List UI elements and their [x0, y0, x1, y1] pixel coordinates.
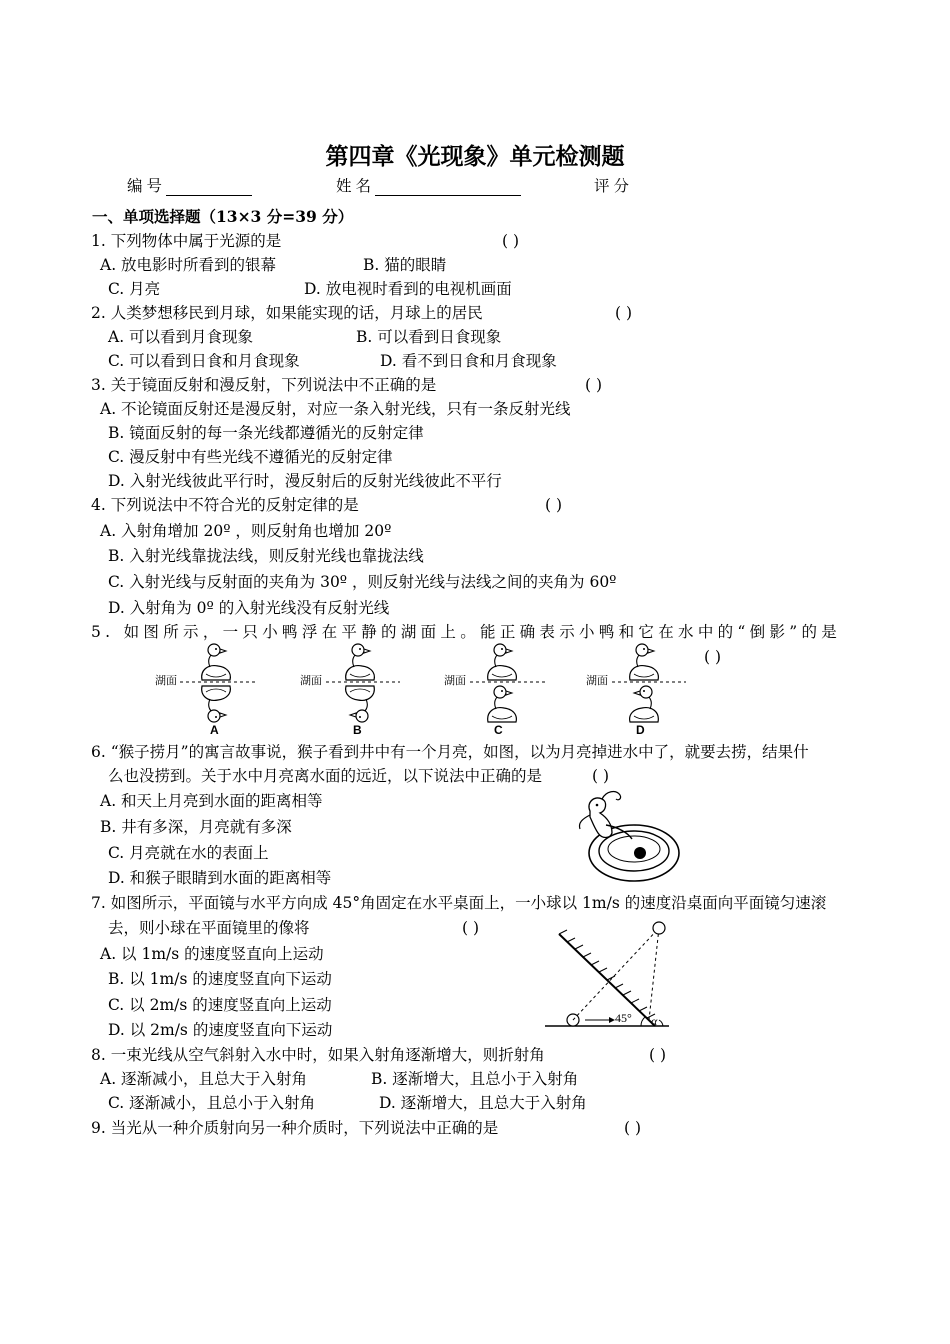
q8-option-c[interactable]: C. 逐渐减小，且总小于入射角	[108, 1094, 316, 1112]
duck-option-d[interactable]	[586, 644, 686, 737]
q6-stem-line1: 6. “猴子捞月”的寓言故事说，猴子看到井中有一个月亮，如图，以为月亮掉进水中了，就要去捞，结果什	[91, 743, 809, 761]
q1-answer-paren[interactable]: ( )	[502, 232, 520, 250]
q7-option-a[interactable]: A. 以 1m/s 的速度竖直向上运动	[100, 945, 324, 963]
name-label: 姓名	[336, 177, 376, 195]
q4-option-b[interactable]: B. 入射光线靠拢法线，则反射光线也靠拢法线	[108, 547, 424, 565]
q1-option-b[interactable]: B. 猫的眼睛	[363, 256, 447, 274]
lake-label-a: 湖面	[155, 675, 177, 687]
duck-caption-a: A	[210, 723, 219, 737]
q1-option-d[interactable]: D. 放电视时看到的电视机画面	[304, 280, 512, 298]
q8-stem: 8. 一束光线从空气斜射入水中时，如果入射角逐渐增大，则折射角	[91, 1046, 545, 1064]
q6-option-a[interactable]: A. 和天上月亮到水面的距离相等	[100, 792, 323, 810]
monkey-well-figure	[572, 787, 682, 885]
number-label: 编号	[127, 177, 167, 195]
angle-45-label: 45°	[615, 1011, 632, 1025]
q2-option-c[interactable]: C. 可以看到日食和月食现象	[108, 352, 300, 370]
q1-option-c[interactable]: C. 月亮	[108, 280, 161, 298]
q7-option-c[interactable]: C. 以 2m/s 的速度竖直向上运动	[108, 996, 332, 1014]
duck-figure-svg	[150, 640, 710, 740]
q4-option-d[interactable]: D. 入射角为 0º 的入射光线没有反射光线	[108, 599, 390, 617]
lake-label-d: 湖面	[586, 675, 608, 687]
q7-option-d[interactable]: D. 以 2m/s 的速度竖直向下运动	[108, 1021, 333, 1039]
q7-option-b[interactable]: B. 以 1m/s 的速度竖直向下运动	[108, 970, 332, 988]
monkey-well-svg	[572, 787, 682, 885]
q3-stem: 3. 关于镜面反射和漫反射，下列说法中不正确的是	[91, 376, 437, 394]
number-field	[127, 176, 252, 196]
q7-stem-line1: 7. 如图所示，平面镜与水平方向成 45°角固定在水平桌面上，一小球以 1m/s 的速度沿桌面向平面镜匀速滚	[91, 894, 827, 912]
mirror-figure	[545, 918, 675, 1030]
q7-answer-paren[interactable]: ( )	[462, 919, 480, 937]
q2-stem: 2. 人类梦想移民到月球，如果能实现的话，月球上的居民	[91, 304, 483, 322]
duck-option-c[interactable]	[444, 644, 545, 737]
q4-stem: 4. 下列说法中不符合光的反射定律的是	[91, 496, 359, 514]
q2-option-d[interactable]: D. 看不到日食和月食现象	[380, 352, 557, 370]
q2-option-b[interactable]: B. 可以看到日食现象	[356, 328, 502, 346]
q5-answer-paren[interactable]: ( )	[704, 648, 722, 666]
mirror-svg	[545, 918, 675, 1030]
lake-label-c: 湖面	[444, 675, 466, 687]
q1-stem: 1. 下列物体中属于光源的是	[91, 232, 282, 250]
q5-stem: 5. 如图所示，一只小鸭浮在平静的湖面上。能正确表示小鸭和它在水中的“倒影”的是	[91, 623, 842, 641]
q4-answer-paren[interactable]: ( )	[545, 496, 563, 514]
q9-stem: 9. 当光从一种介质射向另一种介质时，下列说法中正确的是	[91, 1119, 499, 1137]
lake-label-b: 湖面	[300, 675, 322, 687]
q3-option-c[interactable]: C. 漫反射中有些光线不遵循光的反射定律	[108, 448, 393, 466]
q2-option-a[interactable]: A. 可以看到月食现象	[108, 328, 254, 346]
q8-option-d[interactable]: D. 逐渐增大，且总大于入射角	[379, 1094, 587, 1112]
q3-answer-paren[interactable]: ( )	[585, 376, 603, 394]
name-blank[interactable]	[375, 179, 521, 196]
duck-caption-b: B	[353, 723, 362, 737]
duck-option-b[interactable]	[300, 644, 400, 737]
section-heading: 一、单项选择题（13×3 分=39 分）	[92, 207, 354, 226]
duck-figure	[150, 640, 710, 740]
q6-option-c[interactable]: C. 月亮就在水的表面上	[108, 844, 269, 862]
q6-stem-line2: 么也没捞到。关于水中月亮离水面的远近，以下说法中正确的是	[108, 767, 543, 785]
duck-caption-c: C	[494, 723, 503, 737]
q3-option-b[interactable]: B. 镜面反射的每一条光线都遵循光的反射定律	[108, 424, 424, 442]
q7-stem-line2: 去，则小球在平面镜里的像将	[108, 919, 310, 937]
duck-caption-d: D	[636, 723, 645, 737]
q8-answer-paren[interactable]: ( )	[649, 1046, 667, 1064]
q3-option-a[interactable]: A. 不论镜面反射还是漫反射，对应一条入射光线，只有一条反射光线	[100, 400, 571, 418]
q6-answer-paren[interactable]: ( )	[592, 767, 610, 785]
page-title: 第四章《光现象》单元检测题	[325, 144, 625, 170]
q3-option-d[interactable]: D. 入射光线彼此平行时，漫反射后的反射光线彼此不平行	[108, 472, 502, 490]
number-blank[interactable]	[166, 179, 252, 196]
q4-option-a[interactable]: A. 入射角增加 20º ，则反射角也增加 20º	[100, 522, 392, 540]
q1-option-a[interactable]: A. 放电影时所看到的银幕	[100, 256, 277, 274]
q9-answer-paren[interactable]: ( )	[624, 1119, 642, 1137]
duck-option-a[interactable]	[155, 644, 255, 737]
score-label: 评分	[594, 177, 634, 195]
q2-answer-paren[interactable]: ( )	[615, 304, 633, 322]
q6-option-b[interactable]: B. 井有多深，月亮就有多深	[100, 818, 292, 836]
q6-option-d[interactable]: D. 和猴子眼睛到水面的距离相等	[108, 869, 332, 887]
alpha-label: α	[651, 1014, 658, 1028]
q8-option-b[interactable]: B. 逐渐增大，且总小于入射角	[371, 1070, 579, 1088]
q8-option-a[interactable]: A. 逐渐减小，且总大于入射角	[100, 1070, 308, 1088]
name-field	[336, 176, 521, 196]
q4-option-c[interactable]: C. 入射光线与反射面的夹角为 30º ，则反射光线与法线之间的夹角为 60º	[108, 573, 617, 591]
